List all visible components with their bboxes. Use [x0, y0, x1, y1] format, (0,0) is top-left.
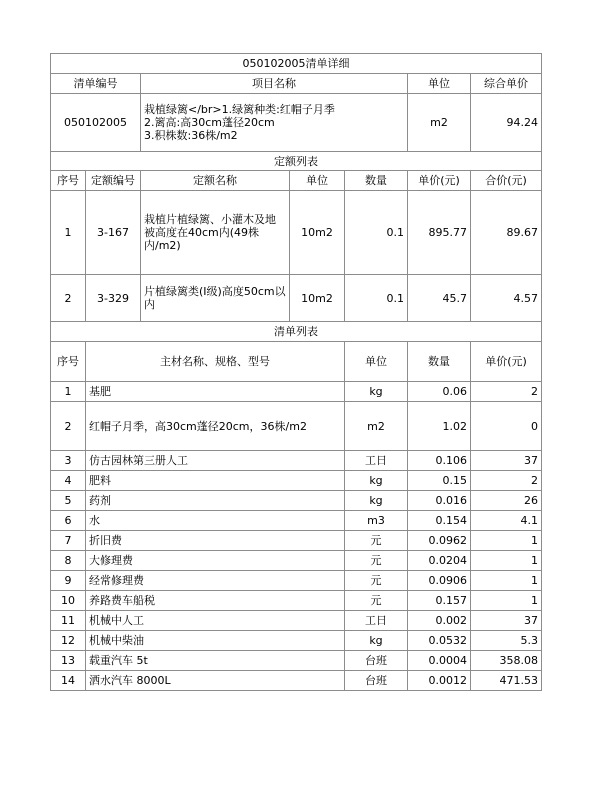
material-qty: 0.154 [408, 511, 471, 531]
table-title: 050102005清单详细 [51, 54, 542, 74]
material-no: 3 [51, 451, 86, 471]
material-unit: 台班 [345, 671, 408, 691]
quota-price: 45.7 [408, 275, 471, 322]
material-qty: 0.0906 [408, 571, 471, 591]
material-price: 2 [471, 382, 542, 402]
material-price: 37 [471, 611, 542, 631]
material-unit: 工日 [345, 451, 408, 471]
quota-row [51, 191, 542, 275]
material-unit: 元 [345, 531, 408, 551]
material-no: 11 [51, 611, 86, 631]
quota-no: 1 [51, 191, 86, 275]
material-no: 9 [51, 571, 86, 591]
material-unit: kg [345, 471, 408, 491]
material-no: 5 [51, 491, 86, 511]
material-qty: 0.0012 [408, 671, 471, 691]
material-price: 37 [471, 451, 542, 471]
header-code: 清单编号 [51, 74, 141, 94]
material-no: 6 [51, 511, 86, 531]
material-name: 红帽子月季，高30cm蓬径20cm，36株/m2 [86, 402, 345, 451]
quota-qty: 0.1 [345, 191, 408, 275]
item-description: 栽植绿篱</br>1.绿篱种类:红帽子月季 2.篱高:高30cm蓬径20cm 3.积株数:36株/m2 [141, 94, 408, 152]
material-unit: kg [345, 382, 408, 402]
quota-header-qty: 数量 [345, 171, 408, 191]
material-price: 26 [471, 491, 542, 511]
material-no: 12 [51, 631, 86, 651]
quota-name: 片植绿篱类(I级)高度50cm以内 [141, 275, 290, 322]
quota-section-title: 定额列表 [51, 152, 542, 171]
material-unit: 工日 [345, 611, 408, 631]
materials-header-name: 主材名称、规格、型号 [86, 342, 345, 382]
material-name: 肥料 [86, 471, 345, 491]
material-price: 1 [471, 531, 542, 551]
material-row [51, 591, 542, 611]
material-qty: 0.002 [408, 611, 471, 631]
material-row [51, 491, 542, 511]
material-row [51, 671, 542, 691]
quota-unit: 10m2 [290, 275, 345, 322]
material-price: 4.1 [471, 511, 542, 531]
quota-name: 栽植片植绿篱、小灌木及地被高度在40cm内(49株内/m2) [141, 191, 290, 275]
quota-row [51, 275, 542, 322]
quota-header-row [51, 171, 542, 191]
quota-price: 895.77 [408, 191, 471, 275]
material-qty: 0.0962 [408, 531, 471, 551]
material-name: 载重汽车 5t [86, 651, 345, 671]
material-name: 洒水汽车 8000L [86, 671, 345, 691]
material-unit: 元 [345, 551, 408, 571]
material-unit: 元 [345, 571, 408, 591]
material-no: 14 [51, 671, 86, 691]
material-price: 1 [471, 571, 542, 591]
material-name: 大修理费 [86, 551, 345, 571]
quota-header-no: 序号 [51, 171, 86, 191]
material-qty: 1.02 [408, 402, 471, 451]
quota-code: 3-167 [86, 191, 141, 275]
material-row [51, 402, 542, 451]
material-unit: m3 [345, 511, 408, 531]
material-qty: 0.15 [408, 471, 471, 491]
material-unit: 台班 [345, 651, 408, 671]
material-no: 13 [51, 651, 86, 671]
item-code: 050102005 [51, 94, 141, 152]
materials-section-title: 清单列表 [51, 322, 542, 342]
header-unit: 单位 [408, 74, 471, 94]
material-name: 仿古园林第三册人工 [86, 451, 345, 471]
material-price: 358.08 [471, 651, 542, 671]
material-row [51, 451, 542, 471]
quota-no: 2 [51, 275, 86, 322]
material-name: 机械中柴油 [86, 631, 345, 651]
materials-header-price: 单价(元) [471, 342, 542, 382]
material-qty: 0.0204 [408, 551, 471, 571]
material-name: 经常修理费 [86, 571, 345, 591]
quota-qty: 0.1 [345, 275, 408, 322]
material-price: 5.3 [471, 631, 542, 651]
material-qty: 0.106 [408, 451, 471, 471]
material-unit: kg [345, 491, 408, 511]
materials-header-row [51, 342, 542, 382]
material-price: 471.53 [471, 671, 542, 691]
material-row [51, 531, 542, 551]
material-name: 机械中人工 [86, 611, 345, 631]
quota-total: 89.67 [471, 191, 542, 275]
item-unit: m2 [408, 94, 471, 152]
material-no: 8 [51, 551, 86, 571]
material-row [51, 382, 542, 402]
quota-header-total: 合价(元) [471, 171, 542, 191]
material-no: 4 [51, 471, 86, 491]
material-qty: 0.06 [408, 382, 471, 402]
material-qty: 0.016 [408, 491, 471, 511]
material-name: 基肥 [86, 382, 345, 402]
material-row [51, 571, 542, 591]
material-price: 0 [471, 402, 542, 451]
materials-header-unit: 单位 [345, 342, 408, 382]
material-name: 养路费车船税 [86, 591, 345, 611]
material-qty: 0.0532 [408, 631, 471, 651]
material-qty: 0.0004 [408, 651, 471, 671]
material-name: 水 [86, 511, 345, 531]
quota-total: 4.57 [471, 275, 542, 322]
bill-detail-table [50, 53, 542, 691]
material-name: 药剂 [86, 491, 345, 511]
material-no: 10 [51, 591, 86, 611]
material-unit: m2 [345, 402, 408, 451]
materials-header-qty: 数量 [408, 342, 471, 382]
material-row [51, 631, 542, 651]
material-row [51, 471, 542, 491]
quota-header-unit: 单位 [290, 171, 345, 191]
material-price: 1 [471, 591, 542, 611]
material-row [51, 651, 542, 671]
material-unit: 元 [345, 591, 408, 611]
material-price: 1 [471, 551, 542, 571]
material-row [51, 551, 542, 571]
material-no: 2 [51, 402, 86, 451]
material-unit: kg [345, 631, 408, 651]
header-name: 项目名称 [141, 74, 408, 94]
material-row [51, 611, 542, 631]
quota-unit: 10m2 [290, 191, 345, 275]
quota-header-name: 定额名称 [141, 171, 290, 191]
quota-code: 3-329 [86, 275, 141, 322]
quota-header-code: 定额编号 [86, 171, 141, 191]
quota-header-price: 单价(元) [408, 171, 471, 191]
header-price: 综合单价 [471, 74, 542, 94]
materials-header-no: 序号 [51, 342, 86, 382]
material-no: 1 [51, 382, 86, 402]
material-no: 7 [51, 531, 86, 551]
item-price: 94.24 [471, 94, 542, 152]
material-qty: 0.157 [408, 591, 471, 611]
material-name: 折旧费 [86, 531, 345, 551]
material-price: 2 [471, 471, 542, 491]
material-row [51, 511, 542, 531]
